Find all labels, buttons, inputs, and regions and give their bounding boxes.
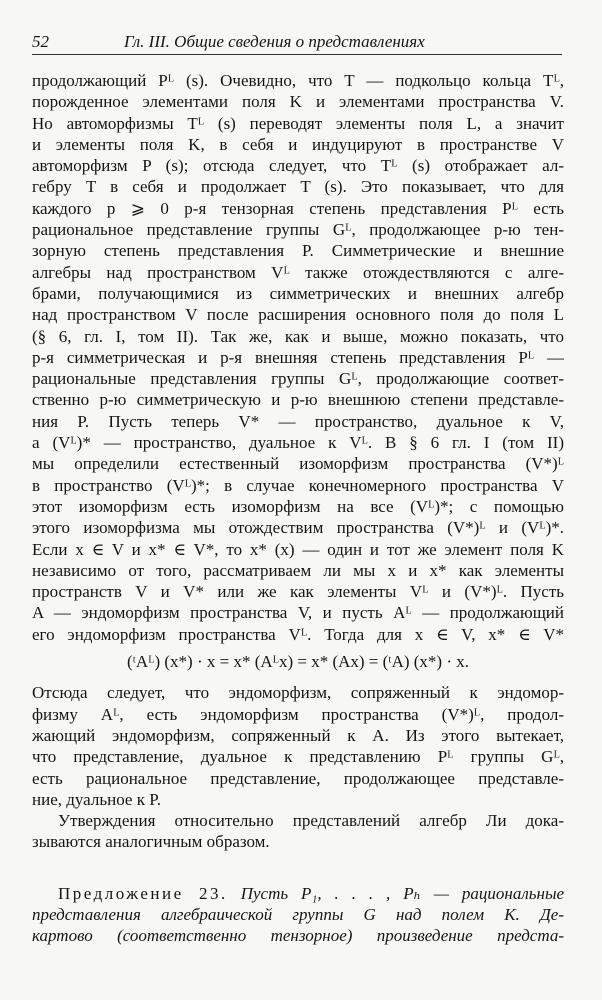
text-line: мы определили естественный изоморфизм пространства (V*)ᴸ [32, 454, 564, 474]
text-line: независимо от того, рассматриваем ли мы x и x* как элементы [32, 560, 564, 580]
text-line: гебру T в себя и продолжает T (s). Это показывает, что для [32, 177, 564, 197]
paragraph-1 [32, 70, 564, 645]
text-line: а (Vᴸ)* — пространство, дуальное к Vᴸ. В § 6 гл. I (том II) [32, 433, 564, 453]
text-line: Если x ∈ V и x* ∈ V*, то x* (x) — один и тот же элемент поля K [32, 539, 564, 559]
text-line: Утверждения относительно представлений алгебр Ли дока- [58, 811, 564, 831]
display-formula: (ᵗAᴸ) (x*) · x = x* (Aᴸx) = x* (Ax) = (ᵗA) (x*) · x. [126, 652, 469, 672]
text-line: рациональные представления группы Gᴸ, продолжающие соответ- [32, 369, 564, 389]
text-line: рациональное представление группы Gᴸ, продолжающее p-ю тен- [32, 220, 564, 240]
paragraph-3 [32, 810, 564, 853]
running-title: Гл. III. Общие сведения о представлениях [124, 32, 425, 51]
text-line: в пространство (Vᴸ)*; в случае конечномерного пространства V [32, 475, 564, 495]
text-line: этого изоморфизма мы отождествим пространства (V*)ᴸ и (Vᴸ)*. [32, 518, 564, 538]
text-line: Но автоморфизмы Tᴸ (s) переводят элементы поля L, а значит [32, 113, 564, 133]
text-line: ние, дуальное к P. [32, 789, 162, 809]
text-line: представления алгебраической группы G над полем K. Де- [32, 904, 564, 924]
text-line: есть рациональное представление, продолжающее представле- [32, 768, 564, 788]
text-line: порожденное элементами поля K и элементами пространства V. [32, 92, 564, 112]
page-body [32, 70, 564, 947]
text-line: брами, получающимися из симметрических и внешних алгебр [32, 283, 564, 303]
text-line: что представление, дуальное к представлению Pᴸ группы Gᴸ, [32, 747, 564, 767]
text-line: (§ 6, гл. I, том II). Так же, как и выше, можно показать, что [32, 326, 564, 346]
text-line: Отсюда следует, что эндоморфизм, сопряженный к эндомор- [32, 683, 564, 703]
text-line: каждого p ⩾ 0 p-я тензорная степень представления Pᴸ есть [32, 198, 564, 218]
text-line: жающий эндоморфизм, сопряженный к A. Из этого вытекает, [32, 725, 564, 745]
page-number: 52 [32, 32, 49, 51]
text-line: его эндоморфизм пространства Vᴸ. Тогда для x ∈ V, x* ∈ V* [32, 624, 564, 644]
text-line: ственно p-ю симметрическую и p-ю внешнюю степени представле- [32, 390, 564, 410]
proposition-label: Предложение 23. [58, 883, 228, 903]
text-line: этот изоморфизм есть изоморфизм на все (Vᴸ)*; с помощью [32, 496, 564, 516]
text-line: p-я симметрическая и p-я внешняя степень представления Pᴸ — [32, 347, 564, 367]
text-line: ния P. Пусть теперь V* — пространство, дуальное к V, [32, 411, 564, 431]
text-line: пространств V и V* или же как элементы Vᴸ и (V*)ᴸ. Пусть [32, 582, 564, 602]
text-line: A — эндоморфизм пространства V, и пусть Aᴸ — продолжающий [32, 603, 564, 623]
text-line: зорную степень представления P. Симметрические и внешние [32, 241, 564, 261]
text-line: продолжающий Pᴸ (s). Очевидно, что T — подкольцо кольца Tᴸ, [32, 71, 564, 90]
page-header [32, 30, 562, 55]
text-line: и элементы поля K, в себя и индуцируют в пространстве V [32, 134, 564, 154]
proposition-text: Пусть P₁, . . . , Pₕ — рациональные [240, 883, 564, 903]
text-line: картово (соответственно тензорное) произведение предста- [32, 926, 564, 946]
text-line: алгебры над пространством Vᴸ также отождествляются с алге- [32, 262, 564, 282]
proposition-first-line [32, 883, 564, 904]
text-line: автоморфизм P (s); отсюда следует, что Tᴸ (s) отображает ал- [32, 156, 564, 176]
text-line: над пространством V после расширения основного поля до поля L [32, 305, 564, 325]
text-line: физму Aᴸ, есть эндоморфизм пространства (V*)ᴸ, продол- [32, 704, 564, 724]
proposition-23 [32, 883, 564, 947]
text-line: зываются аналогичным образом. [32, 832, 270, 852]
spacer [32, 853, 564, 883]
paragraph-2 [32, 682, 564, 810]
